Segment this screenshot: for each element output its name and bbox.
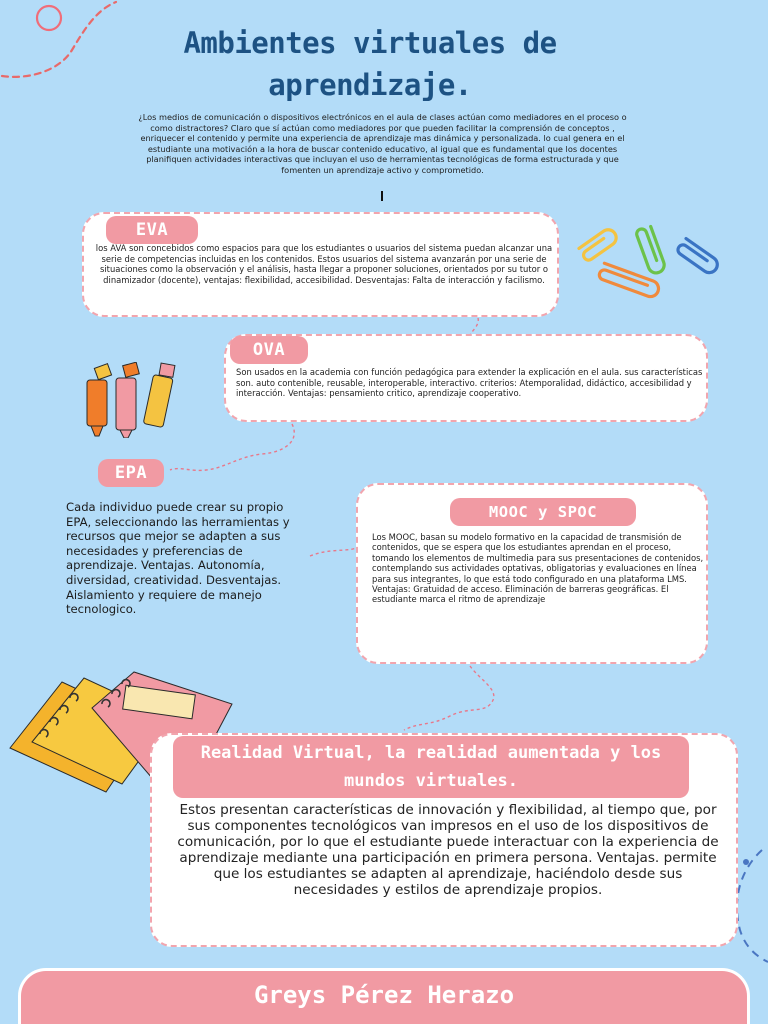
mooc-description: Los MOOC, basan su modelo formativo en la capacidad de transmisión de contenidos, que se espera que los estudiantes aprendan en el proceso, tomando los elementos de multimedia para sus presentaciones de contenidos, contemplando sus actividades optativas, obligatorias y evaluaciones en línea para sus integrantes, lo que está todo configurado en una plataforma LMS. Ventajas: Gratuidad de acceso. Eliminación de barreras geográficas. El estudiante marca el ritmo de aprendizaje: [372, 532, 704, 605]
eva-description: los AVA son concebidos como espacios para que los estudiantes o usuarios del sistema puedan alcanzar una serie de competencias incluidas en los contenidos. Estos usuarios del sistema avanzarán por una serie de situaciones como la observación y el análisis, hasta llegar a proponer soluciones, orientados por su tutor o dinamizador (docente), ventajas: flexibilidad, accesibilidad. Desventajas: Falta de interacción y facilismo.: [95, 243, 553, 285]
epa-heading: EPA: [98, 459, 164, 487]
author-name: Greys Pérez Herazo: [253, 981, 515, 1009]
ova-heading: OVA: [230, 336, 308, 364]
page-title: Ambientes virtuales de aprendizaje.: [183, 26, 557, 102]
intro-paragraph: ¿Los medios de comunicación o dispositivos electrónicos en el aula de clases actúan como mediadores en el proceso o como distractores? Claro que sí actúan como mediadores por que pueden facilitar la comprensión de conceptos , enriquecer el contenido y permite una experiencia de aprendizaje mas dinámica y personalizada. lo cual genera en el estudiante una motivación a la hora de buscar contenido educativo, al igual que es fundamental que los docentes planifiquen actividades interactivas que incluyan el uso de herramientas tecnológicas de forma estructurada y que fomenten un aprendizaje activo y comprometido.: [138, 112, 627, 175]
epa-description: Cada individuo puede crear su propio EPA, seleccionando las herramientas y recursos que mejor se adapten a sus necesidades y preferencias de aprendizaje. Ventajas. Autonomía, diversidad, creatividad. Desventajas. Aislamiento y requiere de manejo tecnologico.: [66, 500, 290, 617]
rv-description: Estos presentan características de innovación y flexibilidad, al tiempo que, por sus componentes tecnológicos van impresos en el uso de los dispositivos de comunicación, por lo que el estudiante puede interactuar con la experiencia de aprendizaje mediante una participación en primera persona. Ventajas. permite que los estudiantes se adapten al aprendizaje, haciéndolo desde sus necesidades y estilos de aprendizaje propios.: [177, 802, 719, 898]
ova-description: Son usados en la academia con función pedagógica para extender la explicación en el aula. sus características son. auto contenible, reusable, interoperable, interactivo. criterios: Atemporalidad, didáctico, accesibilidad y interacción. Ventajas: pensamiento critico, aprendizaje cooperativo.: [236, 367, 703, 399]
text-cursor-mark: [381, 191, 383, 201]
mooc-heading: MOOC y SPOC: [450, 498, 636, 526]
highlighters-icon: [82, 362, 182, 438]
paperclips-icon: [572, 218, 732, 308]
eva-heading: EVA: [106, 216, 198, 244]
rv-heading: Realidad Virtual, la realidad aumentada y los mundos virtuales.: [173, 736, 689, 798]
